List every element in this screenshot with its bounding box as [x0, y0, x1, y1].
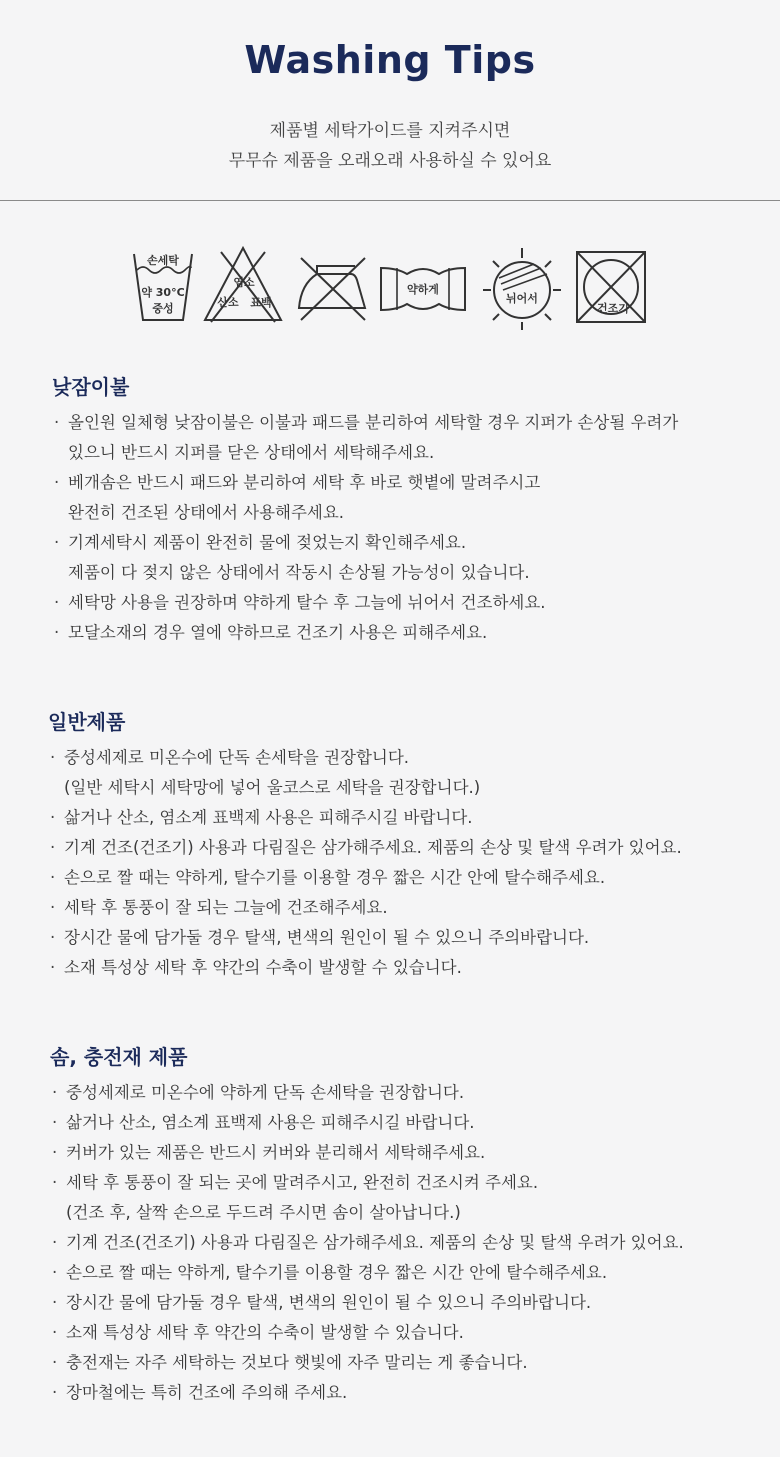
section-title: 솜, 충전재 제품 [50, 1045, 188, 1069]
section-filling-products [50, 1042, 750, 1408]
tumble-dry-label: 건조기 [597, 302, 629, 315]
section-nap-blanket [52, 372, 752, 648]
section-title: 일반제품 [48, 710, 126, 734]
hand-wash-icon [131, 244, 195, 324]
list-item: 완전히 건조된 상태에서 사용해주세요. [68, 503, 345, 522]
list-item: · 장시간 물에 담가둘 경우 탈색, 변색의 원인이 될 수 있으니 주의바랍니다. [48, 923, 748, 953]
tips-list [48, 743, 748, 983]
hand-wash-top-label: 손세탁 [147, 254, 179, 267]
list-item: · 소재 특성상 세탁 후 약간의 수축이 발생할 수 있습니다. [50, 1318, 750, 1348]
hand-wash-temp-label: 약 30°C [141, 286, 185, 299]
list-item: · 중성세제로 미온수에 단독 손세탁을 권장합니다. [48, 743, 748, 773]
list-item: · 소재 특성상 세탁 후 약간의 수축이 발생할 수 있습니다. [48, 953, 748, 983]
list-item: · 손으로 짤 때는 약하게, 탈수기를 이용할 경우 짧은 시간 안에 탈수해주세요. [48, 863, 748, 893]
tips-list [50, 1078, 750, 1408]
list-item: · 올인원 일체형 낮잠이불은 이불과 패드를 분리하여 세탁할 경우 지퍼가 손상될 우려가 [52, 408, 752, 438]
list-item: 있으니 반드시 지퍼를 닫은 상태에서 세탁해주세요. [68, 443, 435, 462]
list-item: · 기계 건조(건조기) 사용과 다림질은 삼가해주세요. 제품의 손상 및 탈색 우려가 있어요. [50, 1228, 750, 1258]
section-general-products [48, 707, 748, 983]
list-item: · 기계 건조(건조기) 사용과 다림질은 삼가해주세요. 제품의 손상 및 탈색 우려가 있어요. [48, 833, 748, 863]
list-item: · 모달소재의 경우 열에 약하므로 건조기 사용은 피해주세요. [52, 618, 752, 648]
gentle-wring-icon [377, 244, 469, 324]
list-item: · 세탁 후 통풍이 잘 되는 곳에 말려주시고, 완전히 건조시켜 주세요. [50, 1168, 750, 1198]
list-item: · 장시간 물에 담가둘 경우 탈색, 변색의 원인이 될 수 있으니 주의바랍니다. [50, 1288, 750, 1318]
subtitle-line: 제품별 세탁가이드를 지켜주시면 [269, 121, 511, 141]
page-title: Washing Tips [244, 38, 536, 82]
care-symbols [125, 244, 655, 332]
list-item: (일반 세탁시 세탁망에 넣어 울코스로 세탁을 권장합니다.) [64, 778, 481, 797]
list-item: · 베개솜은 반드시 패드와 분리하여 세탁 후 바로 햇볕에 말려주시고 [52, 468, 752, 498]
list-item: · 삶거나 산소, 염소계 표백제 사용은 피해주시길 바랍니다. [50, 1108, 750, 1138]
bleach-oxygen-label: 산소 [217, 296, 239, 309]
subtitle [0, 116, 780, 176]
subtitle-line: 무무슈 제품을 오래오래 사용하실 수 있어요 [228, 151, 552, 171]
list-item: · 커버가 있는 제품은 반드시 커버와 분리해서 세탁해주세요. [50, 1138, 750, 1168]
shade-dry-icon [479, 244, 565, 330]
bleach-chlorine-label: 염소 [233, 276, 255, 289]
list-item: · 중성세제로 미온수에 약하게 단독 손세탁을 권장합니다. [50, 1078, 750, 1108]
list-item: · 세탁망 사용을 권장하며 약하게 탈수 후 그늘에 뉘어서 건조하세요. [52, 588, 752, 618]
no-iron-icon [295, 244, 369, 324]
section-title: 낮잠이불 [52, 375, 130, 399]
list-item: 제품이 다 젖지 않은 상태에서 작동시 손상될 가능성이 있습니다. [68, 563, 530, 582]
list-item: · 세탁 후 통풍이 잘 되는 그늘에 건조해주세요. [48, 893, 748, 923]
shade-dry-label: 뉘어서 [506, 292, 538, 305]
list-item: · 장마철에는 특히 건조에 주의해 주세요. [50, 1378, 750, 1408]
hand-wash-bottom-label: 중성 [152, 302, 174, 315]
list-item: · 기계세탁시 제품이 완전히 물에 젖었는지 확인해주세요. [52, 528, 752, 558]
gentle-wring-label: 약하게 [407, 283, 439, 296]
no-tumble-dry-icon [573, 244, 649, 324]
divider [0, 200, 780, 201]
no-bleach-icon [201, 244, 285, 324]
bleach-label: 표백 [250, 296, 272, 309]
list-item: (건조 후, 살짝 손으로 두드려 주시면 솜이 살아납니다.) [66, 1203, 461, 1222]
list-item: · 충전재는 자주 세탁하는 것보다 햇빛에 자주 말리는 게 좋습니다. [50, 1348, 750, 1378]
list-item: · 손으로 짤 때는 약하게, 탈수기를 이용할 경우 짧은 시간 안에 탈수해주세요. [50, 1258, 750, 1288]
tips-list [52, 408, 752, 648]
list-item: · 삶거나 산소, 염소계 표백제 사용은 피해주시길 바랍니다. [48, 803, 748, 833]
